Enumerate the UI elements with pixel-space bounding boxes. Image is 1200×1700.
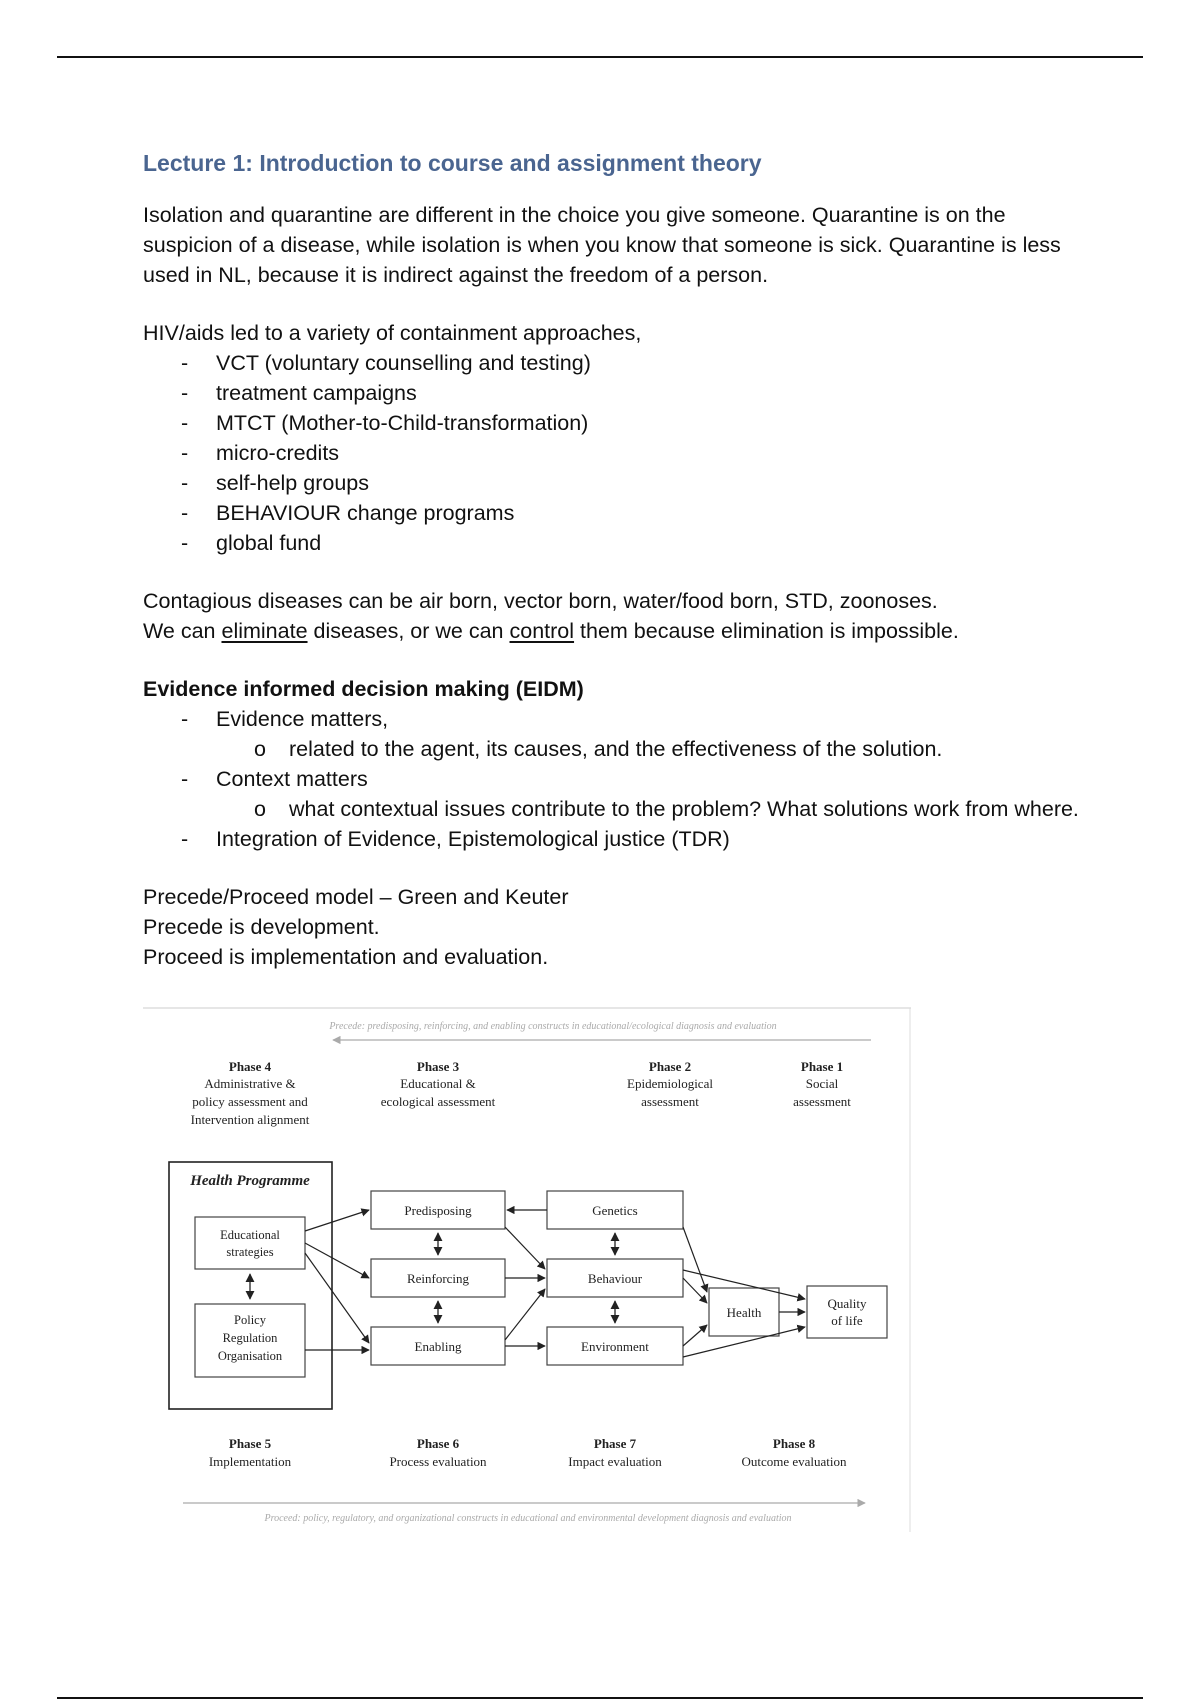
phase3-line2: ecological assessment [380,1094,496,1109]
eidm-item-context: Context matters [216,767,368,791]
list-item: - global fund [143,528,1083,558]
phase2-line2: assessment [641,1094,699,1109]
health-programme-label: Health Programme [190,1173,310,1189]
isolation-paragraph: Isolation and quarantine are different in the choice you give someone. Quarantine is on the suspicion of a disease, while isolation is when you know that someone is sick. Quarantine is less used in NL, because it is indirect against the freedom of a person. [143,203,1061,287]
list-item [143,764,1083,824]
eliminate-text-3: them because elimination is impossible. [574,619,959,643]
phase1-title: Phase 1 [800,1059,844,1074]
educational-line1: Educational [220,1228,280,1242]
phase4-line3: Intervention alignment [190,1112,310,1127]
phase2-title: Phase 2 [648,1059,692,1074]
phase7-title: Phase 7 [593,1436,637,1451]
hiv-intro: HIV/aids led to a variety of containment approaches, [143,321,642,345]
policy-line1: Policy [234,1313,266,1327]
list-item: - BEHAVIOUR change programs [143,498,1083,528]
behaviour-label: Behaviour [587,1271,643,1286]
educational-line2: strategies [226,1245,274,1259]
env-health-arrow [683,1325,707,1346]
list-item: - VCT (voluntary counselling and testing) [143,348,1083,378]
phase6-line1: Process evaluation [389,1454,487,1469]
policy-line3: Organisation [217,1349,283,1363]
policy-line2: Regulation [222,1331,278,1345]
phase2-line1: Epidemiological [627,1076,713,1091]
precede-line-3: Proceed is implementation and evaluation. [143,945,549,969]
environment-label: Environment [581,1339,649,1354]
eliminate-word: eliminate [221,619,308,643]
reinforcing-label: Reinforcing [406,1271,470,1286]
phase7-line1: Impact evaluation [568,1454,662,1469]
eidm-sublist [216,794,1083,824]
eliminate-text-2: diseases, or we can [307,619,510,643]
diagram-svg [143,1007,911,1532]
phase8-title: Phase 8 [772,1436,816,1451]
phase6-title: Phase 6 [416,1436,460,1451]
page-title: Lecture 1: Introduction to course and assignment theory [143,150,762,176]
hiv-approaches-list [143,348,1083,558]
quality-line2: of life [831,1313,863,1328]
edu-enab-arrow [305,1253,369,1343]
eidm-item-evidence: Evidence matters, [216,707,389,731]
precede-line-2: Precede is development. [143,915,380,939]
phase1-line2: assessment [793,1094,851,1109]
precede-proceed-diagram [143,1007,911,1532]
sub-list-item: o what contextual issues contribute to the problem? What solutions work from where. [216,794,1083,824]
phase4-line2: policy assessment and [192,1094,308,1109]
phase1-line1: Social [805,1076,839,1091]
document-body [143,148,1083,972]
quality-line1: Quality [827,1296,867,1311]
eliminate-line [143,616,1083,646]
phase4-title: Phase 4 [228,1059,272,1074]
list-item: - self-help groups [143,468,1083,498]
list-item: - treatment campaigns [143,378,1083,408]
phase8-line1: Outcome evaluation [741,1454,847,1469]
genetics-label: Genetics [592,1203,638,1218]
edu-reinf-arrow [305,1243,369,1278]
control-word: control [509,619,575,643]
precede-line-1: Precede/Proceed model – Green and Keuter [143,885,569,909]
enabling-label: Enabling [414,1339,462,1354]
edu-pred-arrow [305,1210,369,1231]
list-item: - micro-credits [143,438,1083,468]
proceed-note: Proceed: policy, regulatory, and organizational constructs in educational and environmental development diagnosis and evaluation [264,1513,792,1524]
eidm-sublist [216,734,1083,764]
phase3-title: Phase 3 [416,1059,460,1074]
phase3-line1: Educational & [400,1076,476,1091]
eidm-list [143,704,1083,854]
top-rule [57,56,1143,58]
sub-list-item: o related to the agent, its causes, and the effectiveness of the solution. [216,734,1083,764]
eidm-title: Evidence informed decision making (EIDM) [143,677,584,701]
precede-note: Precede: predisposing, reinforcing, and enabling constructs in educational/ecological diagnosis and evaluation [329,1021,777,1032]
educational-strategies-box [195,1217,305,1269]
phase4-line1: Administrative & [204,1076,296,1091]
list-item: - Integration of Evidence, Epistemological justice (TDR) [143,824,1083,854]
phase5-title: Phase 5 [228,1436,272,1451]
quality-of-life-box [807,1286,887,1338]
enab-behav-arrow [505,1289,545,1340]
list-item [143,704,1083,764]
health-label: Health [726,1305,762,1320]
pred-behav-arrow [505,1227,545,1269]
phase5-line1: Implementation [208,1454,292,1469]
contagious-line: Contagious diseases can be air born, vector born, water/food born, STD, zoonoses. [143,589,938,613]
list-item: - MTCT (Mother-to-Child-transformation) [143,408,1083,438]
eliminate-text-1: We can [143,619,222,643]
predisposing-label: Predisposing [404,1203,472,1218]
bottom-rule [57,1697,1143,1699]
